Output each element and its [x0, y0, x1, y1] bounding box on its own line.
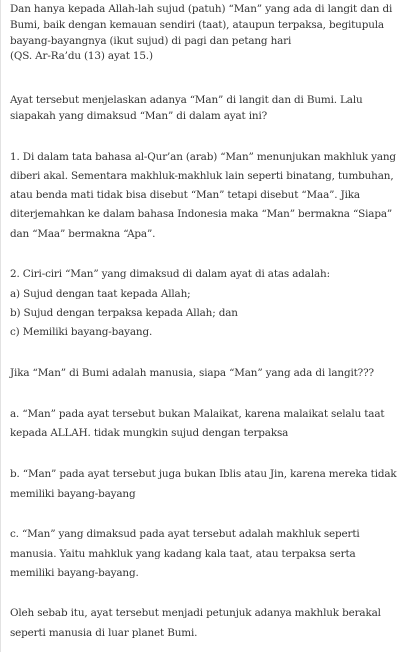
point1-line-4: diterjemahkan ke dalam bahasa Indonesia maka “Man” bermakna “Siapa” — [10, 208, 393, 220]
quote-citation: (QS. Ar-Ra’du (13) ayat 15.) — [10, 50, 153, 62]
answer-c-line-2: manusia. Yaitu mahkluk yang kadang kala taat, atau terpaksa serta — [10, 548, 356, 560]
answer-b-line-2: memiliki bayang-bayang — [10, 488, 136, 500]
point2-item-b: b) Sujud dengan terpaksa kepada Allah; dan — [10, 307, 238, 319]
answer-a-line-1: a. “Man” pada ayat tersebut bukan Malaikat, karena malaikat selalu taat — [10, 408, 385, 420]
answer-c-line-1: c. “Man” yang dimaksud pada ayat tersebut adalah makhluk seperti — [10, 528, 360, 540]
answer-a-line-2: kepada ALLAH. tidak mungkin sujud dengan terpaksa — [10, 427, 289, 439]
point1-line-1: 1. Di dalam tata bahasa al-Qur’an (arab) “Man” menunjukan makhluk yang — [10, 151, 396, 163]
quote-line-2: Bumi, baik dengan kemauan sendiri (taat), ataupun terpaksa, begitupula — [10, 19, 384, 31]
point1-line-5: dan “Maa” bermakna “Apa”. — [10, 228, 156, 240]
question-line: Jika “Man” di Bumi adalah manusia, siapa “Man” yang ada di langit??? — [10, 367, 374, 379]
quote-line-1: Dan hanya kepada Allah-lah sujud (patuh) “Man” yang ada di langit dan di — [10, 3, 393, 15]
answer-b-line-1: b. “Man” pada ayat tersebut juga bukan Iblis atau Jin, karena mereka tidak — [10, 468, 397, 480]
point1-line-2: diberi akal. Sementara makhluk-makhluk lain seperti binatang, tumbuhan, — [10, 170, 394, 182]
conclusion-line-1: Oleh sebab itu, ayat tersebut menjadi petunjuk adanya makhluk berakal — [10, 607, 381, 619]
point2-item-a: a) Sujud dengan taat kepada Allah; — [10, 288, 191, 300]
conclusion-line-2: seperti manusia di luar planet Bumi. — [10, 627, 198, 639]
answer-c-line-3: memiliki bayang-bayang. — [10, 567, 139, 579]
intro-line-2: siapakah yang dimaksud “Man” di dalam ayat ini? — [10, 110, 268, 122]
intro-line-1: Ayat tersebut menjelaskan adanya “Man” di langit dan di Bumi. Lalu — [10, 94, 363, 106]
point2-heading: 2. Ciri-ciri “Man” yang dimaksud di dalam ayat di atas adalah: — [10, 268, 330, 280]
point1-line-3: atau benda mati tidak bisa disebut “Man” tetapi disebut “Maa”. Jika — [10, 189, 360, 201]
quote-line-3: bayang-bayangnya (ikut sujud) di pagi dan petang hari — [10, 35, 292, 47]
point2-item-c: c) Memiliki bayang-bayang. — [10, 326, 153, 338]
